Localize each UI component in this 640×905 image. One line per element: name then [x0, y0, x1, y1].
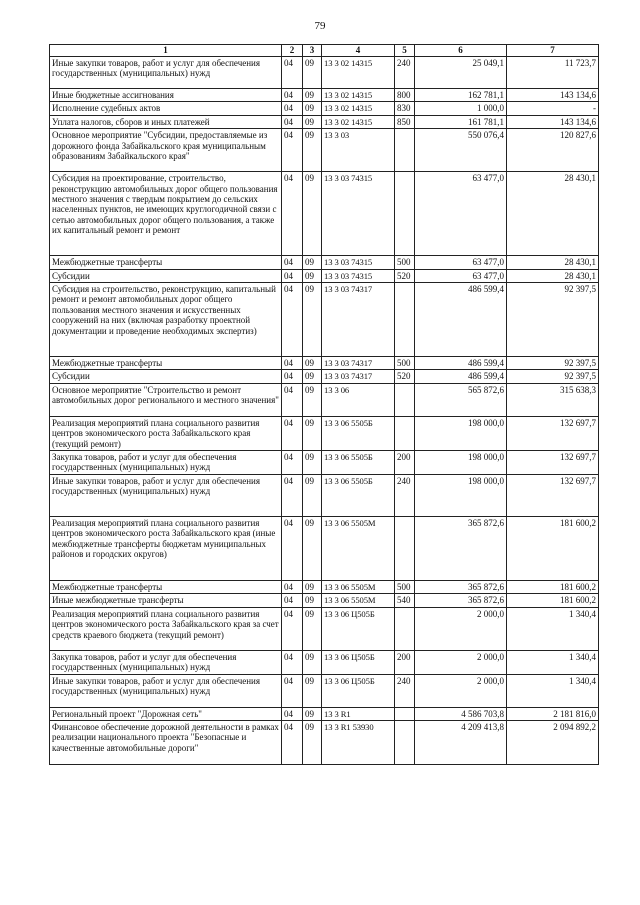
- row-target-code: 13 3 03 74315: [322, 269, 395, 282]
- table-row: [50, 89, 599, 102]
- table-row: [50, 416, 599, 450]
- col-header-code: 4: [322, 45, 395, 57]
- row-expense-type: [395, 416, 415, 450]
- row-expense-type: [395, 283, 415, 357]
- row-section: 09: [303, 57, 322, 89]
- table-row: [50, 720, 599, 764]
- row-value-2: 181 600,2: [507, 594, 599, 607]
- row-expense-type: 830: [395, 102, 415, 115]
- row-target-code: 13 3 06 5505М: [322, 580, 395, 593]
- table-row: [50, 102, 599, 115]
- row-name: Исполнение судебных актов: [50, 102, 282, 115]
- row-chapter: 04: [282, 283, 303, 357]
- row-value-1: 365 872,6: [415, 580, 507, 593]
- table-row: [50, 172, 599, 256]
- row-name: Иные закупки товаров, работ и услуг для обеспечения государственных (муниципальных) нужд: [50, 674, 282, 707]
- row-expense-type: 520: [395, 370, 415, 383]
- row-value-2: 132 697,7: [507, 474, 599, 516]
- row-value-1: 365 872,6: [415, 594, 507, 607]
- row-section: 09: [303, 102, 322, 115]
- row-target-code: 13 3 06 5505Б: [322, 474, 395, 516]
- row-chapter: 04: [282, 357, 303, 370]
- row-section: 09: [303, 516, 322, 580]
- row-chapter: 04: [282, 383, 303, 416]
- row-name: Межбюджетные трансферты: [50, 580, 282, 593]
- row-value-2: 28 430,1: [507, 172, 599, 256]
- row-target-code: 13 3 06 5505М: [322, 594, 395, 607]
- table-row: [50, 607, 599, 650]
- table-row: [50, 269, 599, 282]
- row-chapter: 04: [282, 650, 303, 674]
- row-section: 09: [303, 129, 322, 172]
- row-value-1: 198 000,0: [415, 474, 507, 516]
- row-section: 09: [303, 172, 322, 256]
- row-section: 09: [303, 357, 322, 370]
- row-section: 09: [303, 383, 322, 416]
- row-expense-type: [395, 172, 415, 256]
- row-chapter: 04: [282, 474, 303, 516]
- table-row: [50, 283, 599, 357]
- row-value-2: 1 340,4: [507, 674, 599, 707]
- row-expense-type: [395, 383, 415, 416]
- row-chapter: 04: [282, 607, 303, 650]
- row-value-2: 181 600,2: [507, 516, 599, 580]
- row-target-code: 13 3 03 74317: [322, 370, 395, 383]
- row-chapter: 04: [282, 256, 303, 269]
- table-row: [50, 256, 599, 269]
- row-value-2: 2 181 816,0: [507, 707, 599, 720]
- row-name: Основное мероприятие "Строительство и ремонт автомобильных дорог регионального и местного значения": [50, 383, 282, 416]
- table-row: [50, 594, 599, 607]
- row-value-1: 2 000,0: [415, 674, 507, 707]
- row-name: Субсидия на строительство, реконструкцию, капитальный ремонт и ремонт автомобильных дорог общего пользования местного значения и искусственных сооружений на них (включая разработку проектной документации и проведение необходимых экспертиз): [50, 283, 282, 357]
- row-section: 09: [303, 707, 322, 720]
- row-value-1: 486 599,4: [415, 357, 507, 370]
- row-section: 09: [303, 720, 322, 764]
- row-name: Субсидии: [50, 269, 282, 282]
- table-row: [50, 129, 599, 172]
- row-section: 09: [303, 115, 322, 128]
- row-chapter: 04: [282, 720, 303, 764]
- row-expense-type: 200: [395, 451, 415, 475]
- row-name: Реализация мероприятий плана социального развития центров экономического роста Забайкальского края (иные межбюджетные трансферты бюджетам муниципальных районов и городских округов): [50, 516, 282, 580]
- row-value-1: 4 209 413,8: [415, 720, 507, 764]
- row-target-code: 13 3 06 5505М: [322, 516, 395, 580]
- row-expense-type: 200: [395, 650, 415, 674]
- row-value-2: 92 397,5: [507, 370, 599, 383]
- row-chapter: 04: [282, 451, 303, 475]
- row-expense-type: [395, 707, 415, 720]
- row-target-code: 13 3 03 74315: [322, 256, 395, 269]
- row-chapter: 04: [282, 370, 303, 383]
- row-name: Субсидия на проектирование, строительство, реконструкцию автомобильных дорог общего пользования местного значения с твердым покрытием до сельских населенных пунктов, не имеющих круглогодичной связи с сетью автомобильных дорог общего пользования, а также их капитальный ремонт и ремонт: [50, 172, 282, 256]
- budget-table: [49, 44, 599, 765]
- row-chapter: 04: [282, 416, 303, 450]
- row-chapter: 04: [282, 129, 303, 172]
- table-row: [50, 650, 599, 674]
- row-value-1: 365 872,6: [415, 516, 507, 580]
- row-expense-type: [395, 516, 415, 580]
- row-target-code: 13 3 06 5505Б: [322, 416, 395, 450]
- table-row: [50, 580, 599, 593]
- row-value-2: 92 397,5: [507, 283, 599, 357]
- row-section: 09: [303, 370, 322, 383]
- row-section: 09: [303, 416, 322, 450]
- row-value-2: 28 430,1: [507, 256, 599, 269]
- row-target-code: 13 3 03 74317: [322, 357, 395, 370]
- row-value-1: 486 599,4: [415, 283, 507, 357]
- row-chapter: 04: [282, 516, 303, 580]
- row-section: 09: [303, 607, 322, 650]
- row-section: 09: [303, 451, 322, 475]
- table-row: [50, 357, 599, 370]
- row-target-code: 13 3 06 Ц505Б: [322, 674, 395, 707]
- row-chapter: 04: [282, 172, 303, 256]
- row-value-1: 2 000,0: [415, 650, 507, 674]
- row-section: 09: [303, 256, 322, 269]
- col-header-type: 5: [395, 45, 415, 57]
- row-name: Финансовое обеспечение дорожной деятельности в рамках реализации национального проекта "Безопасные и качественные автомобильные дороги": [50, 720, 282, 764]
- row-target-code: 13 3 03 74317: [322, 283, 395, 357]
- row-section: 09: [303, 594, 322, 607]
- row-name: Субсидии: [50, 370, 282, 383]
- row-value-1: 63 477,0: [415, 269, 507, 282]
- row-target-code: 13 3 02 14315: [322, 89, 395, 102]
- row-expense-type: [395, 129, 415, 172]
- row-value-1: 162 781,1: [415, 89, 507, 102]
- col-header-chapter: 2: [282, 45, 303, 57]
- row-target-code: 13 3 06 5505Б: [322, 451, 395, 475]
- table-row: [50, 115, 599, 128]
- row-target-code: 13 3 06: [322, 383, 395, 416]
- row-name: Реализация мероприятий плана социального развития центров экономического роста Забайкальского края (текущий ремонт): [50, 416, 282, 450]
- row-name: Межбюджетные трансферты: [50, 256, 282, 269]
- row-target-code: 13 3 03 74315: [322, 172, 395, 256]
- row-value-2: 120 827,6: [507, 129, 599, 172]
- col-header-value-1: 6: [415, 45, 507, 57]
- row-expense-type: 500: [395, 357, 415, 370]
- row-name: Межбюджетные трансферты: [50, 357, 282, 370]
- row-value-1: 1 000,0: [415, 102, 507, 115]
- page-number: 79: [314, 20, 326, 32]
- row-expense-type: 240: [395, 474, 415, 516]
- row-target-code: 13 3 R1: [322, 707, 395, 720]
- row-target-code: 13 3 R1 53930: [322, 720, 395, 764]
- table-row: [50, 383, 599, 416]
- row-section: 09: [303, 580, 322, 593]
- table-row: [50, 451, 599, 475]
- row-expense-type: 850: [395, 115, 415, 128]
- col-header-name: 1: [50, 45, 282, 57]
- row-chapter: 04: [282, 89, 303, 102]
- row-section: 09: [303, 283, 322, 357]
- row-chapter: 04: [282, 707, 303, 720]
- row-expense-type: 520: [395, 269, 415, 282]
- table-row: [50, 516, 599, 580]
- row-target-code: 13 3 02 14315: [322, 57, 395, 89]
- row-value-1: 550 076,4: [415, 129, 507, 172]
- row-name: Иные бюджетные ассигнования: [50, 89, 282, 102]
- row-value-1: 161 781,1: [415, 115, 507, 128]
- table-row: [50, 370, 599, 383]
- row-expense-type: [395, 720, 415, 764]
- row-value-2: -: [507, 102, 599, 115]
- row-value-1: 25 049,1: [415, 57, 507, 89]
- table-row: [50, 707, 599, 720]
- row-section: 09: [303, 474, 322, 516]
- row-value-2: 132 697,7: [507, 416, 599, 450]
- table-body: [50, 57, 599, 765]
- row-value-1: 565 872,6: [415, 383, 507, 416]
- row-value-2: 92 397,5: [507, 357, 599, 370]
- row-section: 09: [303, 269, 322, 282]
- row-value-1: 198 000,0: [415, 416, 507, 450]
- row-value-2: 2 094 892,2: [507, 720, 599, 764]
- row-value-2: 132 697,7: [507, 451, 599, 475]
- row-value-2: 1 340,4: [507, 650, 599, 674]
- row-name: Иные межбюджетные трансферты: [50, 594, 282, 607]
- header-row: [50, 45, 599, 57]
- col-header-section: 3: [303, 45, 322, 57]
- row-value-2: 143 134,6: [507, 89, 599, 102]
- row-value-1: 63 477,0: [415, 256, 507, 269]
- row-expense-type: 800: [395, 89, 415, 102]
- col-header-value-2: 7: [507, 45, 599, 57]
- row-name: Иные закупки товаров, работ и услуг для обеспечения государственных (муниципальных) нужд: [50, 474, 282, 516]
- table-row: [50, 474, 599, 516]
- row-expense-type: 500: [395, 256, 415, 269]
- row-value-2: 143 134,6: [507, 115, 599, 128]
- row-target-code: 13 3 03: [322, 129, 395, 172]
- row-name: Основное мероприятие "Субсидии, предоставляемые из дорожного фонда Забайкальского края муниципальным образованиям Забайкальского края": [50, 129, 282, 172]
- row-name: Реализация мероприятий плана социального развития центров экономического роста Забайкальского края за счет средств краевого бюджета (текущий ремонт): [50, 607, 282, 650]
- row-value-2: 1 340,4: [507, 607, 599, 650]
- row-target-code: 13 3 06 Ц505Б: [322, 607, 395, 650]
- row-target-code: 13 3 02 14315: [322, 115, 395, 128]
- row-value-1: 198 000,0: [415, 451, 507, 475]
- row-expense-type: 500: [395, 580, 415, 593]
- row-chapter: 04: [282, 102, 303, 115]
- row-value-2: 181 600,2: [507, 580, 599, 593]
- row-value-1: 4 586 703,8: [415, 707, 507, 720]
- row-value-2: 28 430,1: [507, 269, 599, 282]
- row-expense-type: 240: [395, 674, 415, 707]
- row-name: Уплата налогов, сборов и иных платежей: [50, 115, 282, 128]
- row-section: 09: [303, 650, 322, 674]
- row-name: Закупка товаров, работ и услуг для обеспечения государственных (муниципальных) нужд: [50, 451, 282, 475]
- row-value-1: 63 477,0: [415, 172, 507, 256]
- row-target-code: 13 3 06 Ц505Б: [322, 650, 395, 674]
- row-value-2: 315 638,3: [507, 383, 599, 416]
- row-section: 09: [303, 89, 322, 102]
- row-target-code: 13 3 02 14315: [322, 102, 395, 115]
- row-chapter: 04: [282, 57, 303, 89]
- row-chapter: 04: [282, 115, 303, 128]
- row-section: 09: [303, 674, 322, 707]
- row-value-1: 2 000,0: [415, 607, 507, 650]
- table-row: [50, 674, 599, 707]
- row-name: Иные закупки товаров, работ и услуг для обеспечения государственных (муниципальных) нужд: [50, 57, 282, 89]
- row-name: Закупка товаров, работ и услуг для обеспечения государственных (муниципальных) нужд: [50, 650, 282, 674]
- row-value-1: 486 599,4: [415, 370, 507, 383]
- row-name: Региональный проект "Дорожная сеть": [50, 707, 282, 720]
- row-chapter: 04: [282, 594, 303, 607]
- row-expense-type: [395, 607, 415, 650]
- row-expense-type: 540: [395, 594, 415, 607]
- row-value-2: 11 723,7: [507, 57, 599, 89]
- table-row: [50, 57, 599, 89]
- row-expense-type: 240: [395, 57, 415, 89]
- row-chapter: 04: [282, 674, 303, 707]
- row-chapter: 04: [282, 580, 303, 593]
- row-chapter: 04: [282, 269, 303, 282]
